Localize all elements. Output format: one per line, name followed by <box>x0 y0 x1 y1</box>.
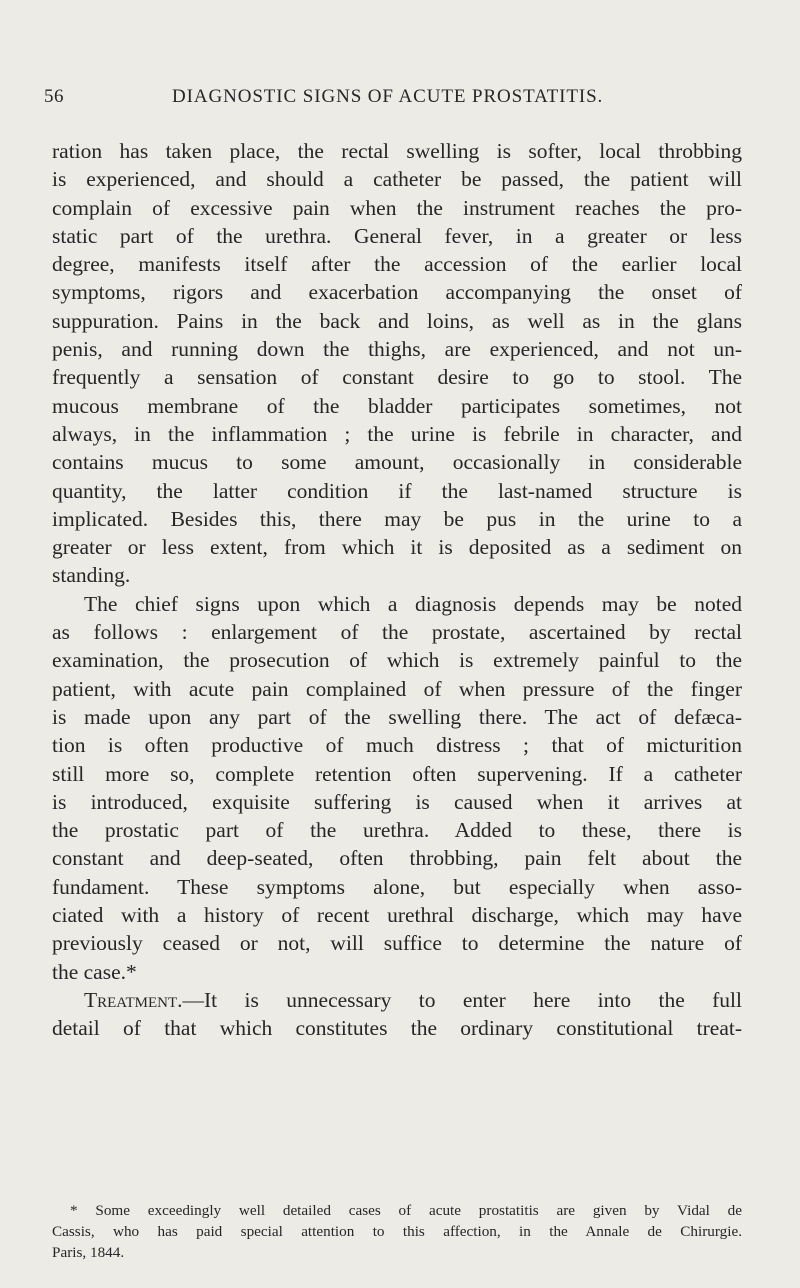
text-line: still more so, complete retention often supervening. If a catheter <box>52 761 742 786</box>
running-head-title: DIAGNOSTIC SIGNS OF ACUTE PROSTATITIS. <box>172 86 604 107</box>
text-line: complain of excessive pain when the instrument reaches the pro- <box>52 195 742 220</box>
text-line: degree, manifests itself after the accession of the earlier local <box>52 252 742 277</box>
text-line: contains mucus to some amount, occasionally in considerable <box>52 450 742 475</box>
text-line: mucous membrane of the bladder participates sometimes, not <box>52 393 742 418</box>
text-line: frequently a sensation of constant desire to go to stool. The <box>52 365 742 390</box>
footnote-line: * Some exceedingly well detailed cases of acute prostatitis are given by Vidal de <box>70 1202 742 1219</box>
text-line: symptoms, rigors and exacerbation accompanying the onset of <box>52 280 742 305</box>
text-line: tion is often productive of much distress ; that of micturition <box>52 733 742 758</box>
text-line: constant and deep-seated, often throbbing, pain felt about the <box>52 846 742 871</box>
footnote <box>52 1200 742 1263</box>
text-line: ration has taken place, the rectal swelling is softer, local throbbing <box>52 139 742 163</box>
footnote-line: Cassis, who has paid special attention to this affection, in the Annale de Chirurgie. <box>52 1223 742 1240</box>
text-line: as follows : enlargement of the prostate, ascertained by rectal <box>52 620 742 645</box>
page-number: 56 <box>44 86 64 107</box>
text-line: penis, and running down the thighs, are experienced, and not un- <box>52 337 742 362</box>
text-line-with-heading <box>52 986 742 1014</box>
text-line: the case.* <box>52 959 137 984</box>
text-line: suppuration. Pains in the back and loins, as well as in the glans <box>52 308 742 333</box>
text-line: static part of the urethra. General fever, in a greater or less <box>52 223 742 248</box>
text-line: the prostatic part of the urethra. Added to these, there is <box>52 818 742 843</box>
section-heading-treatment: Treatment. <box>84 987 183 1012</box>
text-line: detail of that which constitutes the ordinary constitutional treat- <box>52 1016 742 1041</box>
text-line: ciated with a history of recent urethral discharge, which may have <box>52 903 742 928</box>
text-line: fundament. These symptoms alone, but especially when asso- <box>52 874 742 899</box>
text-line: quantity, the latter condition if the last-named structure is <box>52 478 742 503</box>
text-line: greater or less extent, from which it is deposited as a sediment on <box>52 535 742 560</box>
body-text <box>52 137 742 1043</box>
text-line: is introduced, exquisite suffering is caused when it arrives at <box>52 789 742 814</box>
text-line: implicated. Besides this, there may be pus in the urine to a <box>52 506 742 531</box>
paragraph-3 <box>52 986 742 1043</box>
text-line: standing. <box>52 563 131 588</box>
paragraph-2 <box>52 590 742 986</box>
paragraph-1 <box>52 137 742 590</box>
text-line: patient, with acute pain complained of when pressure of the finger <box>52 676 742 701</box>
footnote-line: Paris, 1844. <box>52 1244 125 1261</box>
text-line: The chief signs upon which a diagnosis depends may be noted <box>84 591 742 616</box>
text-line: previously ceased or not, will suffice to determine the nature of <box>52 931 742 956</box>
text-line: examination, the prosecution of which is extremely painful to the <box>52 648 742 673</box>
text-line: is made upon any part of the swelling there. The act of defæca- <box>52 704 742 729</box>
running-head <box>44 86 740 116</box>
text-line: is experienced, and should a catheter be passed, the patient will <box>52 167 742 192</box>
text-line: always, in the inflammation ; the urine is febrile in character, and <box>52 421 742 446</box>
text-line-continuation: —It is unnecessary to enter here into the full <box>182 987 742 1012</box>
